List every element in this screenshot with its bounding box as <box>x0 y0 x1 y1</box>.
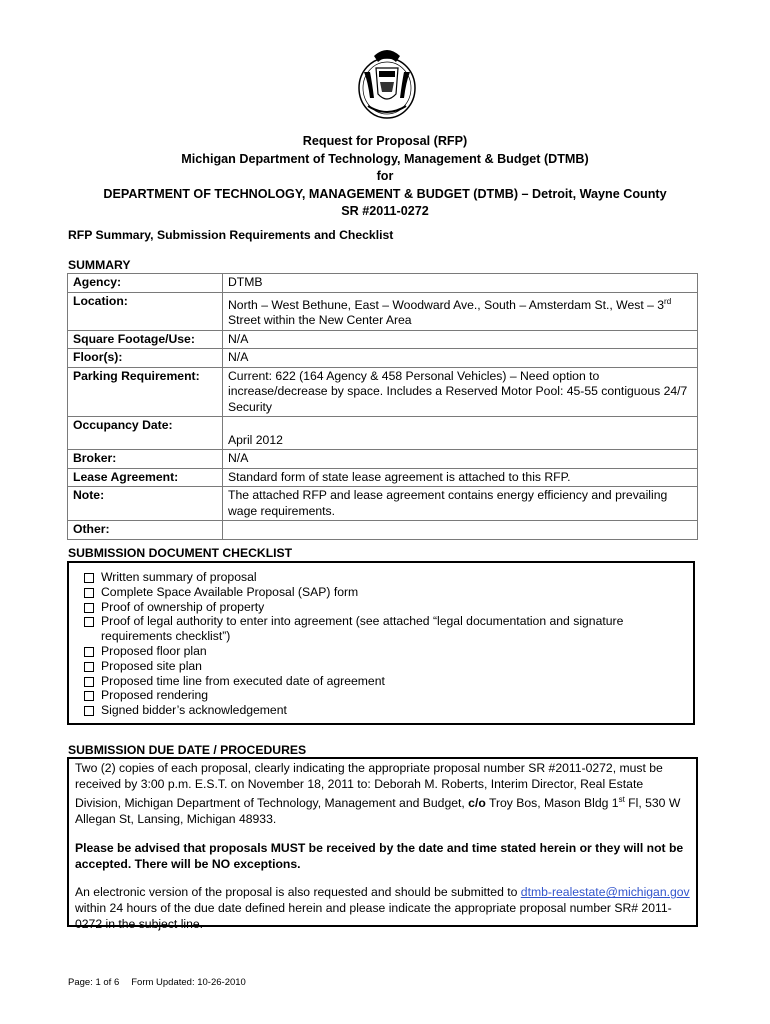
checklist-item-label: Proposed time line from executed date of agreement <box>101 673 385 688</box>
list-item <box>84 585 693 600</box>
summary-heading: SUMMARY <box>68 258 131 272</box>
due-paragraph-3 <box>75 885 690 932</box>
row-label: Broker: <box>68 450 223 469</box>
row-value: N/A <box>223 330 698 349</box>
list-item <box>84 688 693 703</box>
row-value: Standard form of state lease agreement is attached to this RFP. <box>223 468 698 487</box>
table-row <box>68 417 698 450</box>
due-text: An electronic version of the proposal is also requested and should be submitted to <box>75 885 521 900</box>
page-number: Page: 1 of 6 <box>68 977 120 988</box>
row-value <box>223 521 698 540</box>
table-row <box>68 468 698 487</box>
row-value: N/A <box>223 450 698 469</box>
row-label: Location: <box>68 292 223 330</box>
care-of-label: c/o <box>468 796 486 811</box>
form-updated: Form Updated: 10-26-2010 <box>131 977 246 988</box>
row-label: Other: <box>68 521 223 540</box>
checkbox[interactable] <box>84 706 94 716</box>
checklist-heading: SUBMISSION DOCUMENT CHECKLIST <box>68 546 293 560</box>
table-row <box>68 330 698 349</box>
table-row <box>68 450 698 469</box>
row-label: Note: <box>68 487 223 521</box>
table-row <box>68 292 698 330</box>
table-row <box>68 274 698 293</box>
list-item <box>84 644 693 659</box>
due-heading: SUBMISSION DUE DATE / PROCEDURES <box>68 743 307 757</box>
list-item <box>84 659 693 674</box>
location-sup: rd <box>664 296 672 306</box>
row-label: Floor(s): <box>68 349 223 368</box>
checklist-item-label: Written summary of proposal <box>101 570 257 584</box>
row-value: The attached RFP and lease agreement contains energy efficiency and prevailing wage requirements. <box>223 487 698 521</box>
checkbox[interactable] <box>84 662 94 672</box>
row-label: Lease Agreement: <box>68 468 223 487</box>
title-line: for <box>376 169 394 183</box>
title-line: SR #2011-0272 <box>341 204 429 218</box>
document-title <box>60 133 710 221</box>
due-text: Troy Bos, Mason Bldg 1 <box>485 796 619 811</box>
checkbox[interactable] <box>84 573 94 583</box>
list-item <box>84 600 693 615</box>
location-text: North – West Bethune, East – Woodward Ave., South – Amsterdam St., West – 3 <box>228 297 665 312</box>
checkbox[interactable] <box>84 588 94 598</box>
title-line: Request for Proposal (RFP) <box>302 134 468 148</box>
checkbox[interactable] <box>84 647 94 657</box>
checklist-item-label: Proof of legal authority to enter into agreement (see attached “legal documentation and signature requirements checklist”) <box>101 614 624 644</box>
row-value: DTMB <box>223 274 698 293</box>
list-item <box>84 614 693 644</box>
location-text-cont: Street within the New Center Area <box>228 313 412 328</box>
checkbox[interactable] <box>84 677 94 687</box>
row-value: April 2012 <box>223 417 698 450</box>
summary-table <box>67 273 698 540</box>
table-row <box>68 521 698 540</box>
row-value: Current: 622 (164 Agency & 458 Personal Vehicles) – Need option to increase/decrease by space. Includes a Reserved Motor Pool: 45-55 contiguous 24/7 Security <box>223 367 698 417</box>
checklist-item-label: Proposed rendering <box>101 688 209 703</box>
document-subtitle: RFP Summary, Submission Requirements and Checklist <box>68 228 394 242</box>
checklist-item-label: Proof of ownership of property <box>101 599 265 614</box>
checkbox[interactable] <box>84 691 94 701</box>
checkbox[interactable] <box>84 617 94 627</box>
checklist-item-label: Proposed site plan <box>101 658 202 673</box>
due-procedures-box <box>67 757 698 931</box>
row-label: Agency: <box>68 274 223 293</box>
due-warning: Please be advised that proposals MUST be received by the date and time stated herein or they will not be accepted. There will be NO exceptions. <box>75 840 684 871</box>
due-text: Fl, 530 W Allegan St, Lansing, Michigan 48933. <box>75 796 681 827</box>
title-line: DEPARTMENT OF TECHNOLOGY, MANAGEMENT & BUDGET (DTMB) – Detroit, Wayne County <box>103 186 667 201</box>
checkbox[interactable] <box>84 603 94 613</box>
michigan-seal-logo <box>352 42 422 122</box>
checklist-item-label: Proposed floor plan <box>101 643 207 658</box>
list-item <box>84 703 693 718</box>
email-link[interactable]: dtmb-realestate@michigan.gov <box>520 885 690 900</box>
list-item <box>84 674 693 689</box>
document-checklist <box>67 561 695 725</box>
row-label: Occupancy Date: <box>68 417 223 450</box>
table-row <box>68 487 698 521</box>
checklist-item-label: Complete Space Available Proposal (SAP) form <box>101 584 359 599</box>
due-text: Two (2) copies of each proposal, clearly indicating the appropriate proposal number SR #2011-0272, must be received by 3:00 p.m. E.S.T. on November 18, 2011 to: Deborah M. Roberts, Interim Director, Real Estate Division, Michigan Department of Technology, Management and Budget, <box>75 761 663 811</box>
row-value <box>223 292 698 330</box>
title-line: Michigan Department of Technology, Management & Budget (DTMB) <box>181 151 589 166</box>
floor-sup: st <box>618 795 625 805</box>
table-row <box>68 367 698 417</box>
page-footer <box>68 977 258 988</box>
row-label: Parking Requirement: <box>68 367 223 417</box>
row-value: N/A <box>223 349 698 368</box>
list-item <box>84 570 693 585</box>
due-paragraph-1 <box>75 761 690 828</box>
row-label: Square Footage/Use: <box>68 330 223 349</box>
table-row <box>68 349 698 368</box>
checklist-item-label: Signed bidder’s acknowledgement <box>101 703 287 718</box>
due-text: within 24 hours of the due date defined herein and please indicate the appropriate proposal number SR# 2011-0272 in the subject line. <box>75 900 672 931</box>
